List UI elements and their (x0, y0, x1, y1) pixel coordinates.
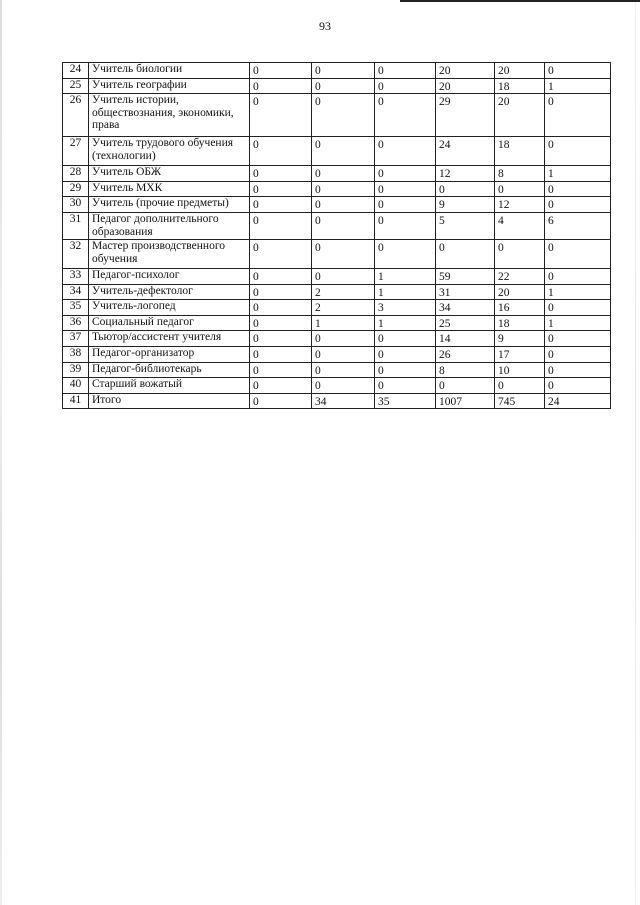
value-cell: 34 (436, 300, 495, 316)
position-name: Педагог-библиотекарь (89, 362, 250, 378)
table-row (63, 378, 611, 394)
position-name: Старший вожатый (89, 378, 250, 394)
row-number: 30 (63, 197, 89, 213)
value-cell: 0 (312, 268, 375, 284)
value-cell: 0 (375, 94, 436, 137)
staff-table (62, 62, 611, 409)
value-cell: 0 (312, 239, 375, 268)
value-cell: 1007 (436, 393, 495, 409)
value-cell: 9 (436, 197, 495, 213)
value-cell: 0 (436, 378, 495, 394)
table-row (63, 197, 611, 213)
value-cell: 0 (375, 137, 436, 166)
value-cell: 0 (250, 362, 312, 378)
scan-left-edge (0, 0, 2, 905)
value-cell: 20 (436, 78, 495, 94)
value-cell: 0 (250, 197, 312, 213)
value-cell: 0 (545, 181, 611, 197)
row-number: 34 (63, 284, 89, 300)
value-cell: 0 (250, 300, 312, 316)
row-number: 31 (63, 212, 89, 239)
value-cell: 12 (495, 197, 545, 213)
value-cell: 0 (250, 284, 312, 300)
value-cell: 0 (375, 181, 436, 197)
value-cell: 0 (312, 166, 375, 182)
value-cell: 0 (375, 331, 436, 347)
value-cell: 0 (545, 331, 611, 347)
row-number: 35 (63, 300, 89, 316)
value-cell: 24 (545, 393, 611, 409)
value-cell: 0 (250, 268, 312, 284)
value-cell: 22 (495, 268, 545, 284)
value-cell: 0 (312, 362, 375, 378)
value-cell: 2 (312, 300, 375, 316)
position-name: Учитель-логопед (89, 300, 250, 316)
table-row (63, 300, 611, 316)
value-cell: 0 (312, 346, 375, 362)
value-cell: 0 (312, 331, 375, 347)
value-cell: 1 (375, 284, 436, 300)
value-cell: 0 (250, 315, 312, 331)
value-cell: 0 (375, 63, 436, 79)
value-cell: 0 (545, 378, 611, 394)
row-number: 41 (63, 393, 89, 409)
value-cell: 0 (312, 63, 375, 79)
value-cell: 24 (436, 137, 495, 166)
table-row (63, 331, 611, 347)
value-cell: 0 (375, 78, 436, 94)
value-cell: 0 (545, 63, 611, 79)
value-cell: 0 (545, 137, 611, 166)
value-cell: 14 (436, 331, 495, 347)
value-cell: 16 (495, 300, 545, 316)
table-row (63, 315, 611, 331)
table-body (63, 63, 611, 409)
value-cell: 0 (312, 137, 375, 166)
table-row (63, 393, 611, 409)
value-cell: 0 (250, 239, 312, 268)
value-cell: 20 (495, 94, 545, 137)
value-cell: 0 (312, 181, 375, 197)
value-cell: 0 (375, 362, 436, 378)
value-cell: 18 (495, 137, 545, 166)
value-cell: 31 (436, 284, 495, 300)
value-cell: 0 (312, 212, 375, 239)
top-rule (400, 0, 640, 2)
position-name: Педагог-психолог (89, 268, 250, 284)
value-cell: 0 (495, 181, 545, 197)
table-row (63, 166, 611, 182)
value-cell: 25 (436, 315, 495, 331)
position-name: Социальный педагог (89, 315, 250, 331)
value-cell: 0 (312, 94, 375, 137)
value-cell: 0 (495, 239, 545, 268)
row-number: 38 (63, 346, 89, 362)
value-cell: 1 (545, 315, 611, 331)
value-cell: 20 (495, 284, 545, 300)
value-cell: 0 (545, 346, 611, 362)
position-name: Педагог-организатор (89, 346, 250, 362)
row-number: 33 (63, 268, 89, 284)
value-cell: 0 (250, 137, 312, 166)
row-number: 36 (63, 315, 89, 331)
value-cell: 0 (250, 346, 312, 362)
position-name: Итого (89, 393, 250, 409)
value-cell: 18 (495, 78, 545, 94)
value-cell: 9 (495, 331, 545, 347)
value-cell: 0 (375, 378, 436, 394)
table-row (63, 362, 611, 378)
position-name: Тьютор/ассистент учителя (89, 331, 250, 347)
position-name: Мастер производственного обучения (89, 239, 250, 268)
row-number: 25 (63, 78, 89, 94)
table-row (63, 346, 611, 362)
row-number: 40 (63, 378, 89, 394)
value-cell: 26 (436, 346, 495, 362)
position-name: Учитель МХК (89, 181, 250, 197)
position-name: Учитель ОБЖ (89, 166, 250, 182)
value-cell: 0 (250, 78, 312, 94)
value-cell: 0 (250, 378, 312, 394)
row-number: 26 (63, 94, 89, 137)
table-row (63, 63, 611, 79)
value-cell: 0 (545, 94, 611, 137)
value-cell: 0 (545, 300, 611, 316)
value-cell: 0 (545, 239, 611, 268)
position-name: Учитель (прочие предметы) (89, 197, 250, 213)
value-cell: 0 (545, 197, 611, 213)
table-row (63, 239, 611, 268)
value-cell: 4 (495, 212, 545, 239)
value-cell: 745 (495, 393, 545, 409)
value-cell: 35 (375, 393, 436, 409)
value-cell: 0 (545, 268, 611, 284)
value-cell: 1 (545, 284, 611, 300)
value-cell: 0 (250, 181, 312, 197)
value-cell: 0 (375, 346, 436, 362)
position-name: Учитель истории, обществознания, экономики, права (89, 94, 250, 137)
value-cell: 1 (312, 315, 375, 331)
table-row (63, 181, 611, 197)
row-number: 24 (63, 63, 89, 79)
value-cell: 34 (312, 393, 375, 409)
position-name: Учитель трудового обучения (технологии) (89, 137, 250, 166)
value-cell: 0 (312, 78, 375, 94)
position-name: Учитель географии (89, 78, 250, 94)
value-cell: 0 (312, 378, 375, 394)
value-cell: 0 (495, 378, 545, 394)
table-row (63, 284, 611, 300)
value-cell: 0 (545, 362, 611, 378)
table-row (63, 137, 611, 166)
value-cell: 8 (436, 362, 495, 378)
value-cell: 2 (312, 284, 375, 300)
value-cell: 0 (250, 63, 312, 79)
value-cell: 5 (436, 212, 495, 239)
value-cell: 0 (250, 393, 312, 409)
table-row (63, 94, 611, 137)
value-cell: 29 (436, 94, 495, 137)
scan-right-edge (635, 0, 636, 905)
row-number: 39 (63, 362, 89, 378)
value-cell: 1 (375, 315, 436, 331)
table-row (63, 268, 611, 284)
value-cell: 8 (495, 166, 545, 182)
value-cell: 0 (375, 166, 436, 182)
row-number: 29 (63, 181, 89, 197)
value-cell: 1 (545, 78, 611, 94)
position-name: Педагог дополнительного образования (89, 212, 250, 239)
value-cell: 17 (495, 346, 545, 362)
row-number: 28 (63, 166, 89, 182)
value-cell: 20 (436, 63, 495, 79)
page-number: 93 (319, 19, 331, 33)
value-cell: 0 (312, 197, 375, 213)
value-cell: 0 (375, 239, 436, 268)
value-cell: 1 (545, 166, 611, 182)
value-cell: 3 (375, 300, 436, 316)
value-cell: 0 (375, 212, 436, 239)
table-row (63, 212, 611, 239)
value-cell: 20 (495, 63, 545, 79)
row-number: 32 (63, 239, 89, 268)
value-cell: 0 (436, 181, 495, 197)
value-cell: 0 (375, 197, 436, 213)
value-cell: 0 (250, 212, 312, 239)
position-name: Учитель-дефектолог (89, 284, 250, 300)
row-number: 27 (63, 137, 89, 166)
value-cell: 0 (250, 166, 312, 182)
value-cell: 12 (436, 166, 495, 182)
value-cell: 1 (375, 268, 436, 284)
value-cell: 0 (436, 239, 495, 268)
position-name: Учитель биологии (89, 63, 250, 79)
row-number: 37 (63, 331, 89, 347)
value-cell: 0 (250, 94, 312, 137)
value-cell: 0 (250, 331, 312, 347)
value-cell: 18 (495, 315, 545, 331)
value-cell: 10 (495, 362, 545, 378)
value-cell: 6 (545, 212, 611, 239)
table-row (63, 78, 611, 94)
value-cell: 59 (436, 268, 495, 284)
